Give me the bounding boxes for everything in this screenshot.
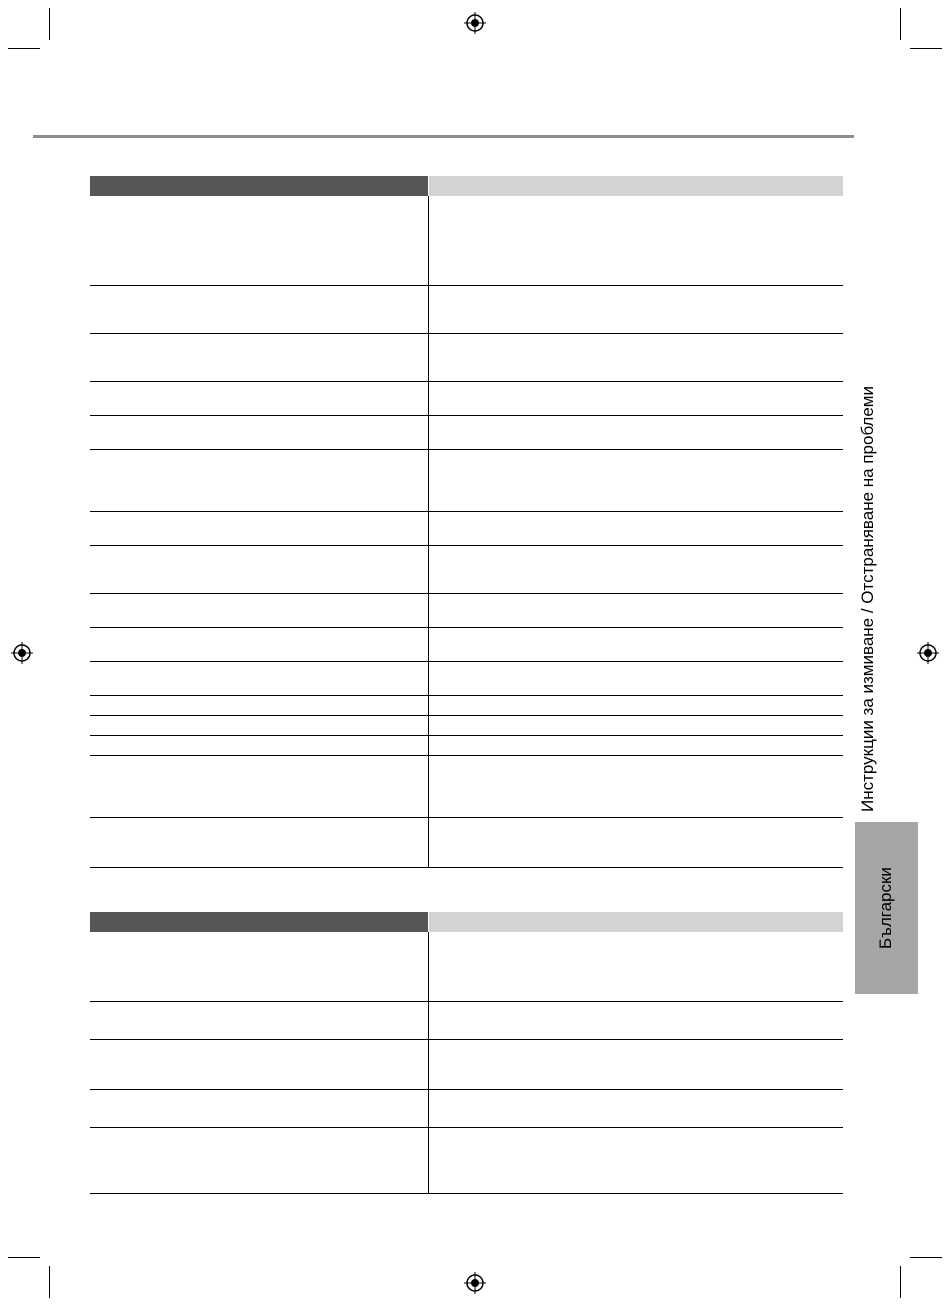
table-row	[90, 716, 843, 736]
table-header-right	[429, 912, 843, 932]
language-tab-label: Български	[876, 867, 895, 949]
table-row	[90, 546, 843, 594]
table-row	[90, 512, 843, 546]
registration-mark-icon	[464, 1272, 486, 1294]
table-header-left	[90, 176, 428, 196]
crop-mark	[8, 1257, 40, 1258]
side-section-title: Инструкции за измиване / Отстраняване на проблеми	[858, 386, 877, 812]
table-row	[90, 756, 843, 818]
crop-mark	[8, 48, 40, 49]
table-row	[90, 628, 843, 662]
table-row	[90, 196, 843, 286]
table-row	[90, 286, 843, 334]
table-header-right	[429, 176, 843, 196]
crop-mark	[900, 8, 901, 40]
crop-mark	[900, 1266, 901, 1298]
table-row	[90, 1128, 843, 1194]
table-header	[90, 912, 843, 932]
troubleshooting-table-2	[90, 912, 843, 932]
table-row	[90, 1002, 843, 1040]
crop-mark	[910, 1257, 942, 1258]
table-row	[90, 736, 843, 756]
header-rule	[33, 135, 854, 138]
column-divider	[428, 932, 429, 1194]
column-divider	[428, 196, 429, 868]
table-row	[90, 382, 843, 416]
table-row	[90, 696, 843, 716]
registration-mark-icon	[11, 642, 33, 664]
table-row	[90, 416, 843, 450]
table-header-left	[90, 912, 428, 932]
registration-mark-icon	[917, 642, 939, 664]
troubleshooting-table-1	[90, 176, 843, 196]
table-row	[90, 818, 843, 868]
table-row	[90, 1040, 843, 1090]
table-header	[90, 176, 843, 196]
crop-mark	[910, 48, 942, 49]
table-row	[90, 932, 843, 1002]
crop-mark	[49, 1266, 50, 1298]
registration-mark-icon	[464, 12, 486, 34]
crop-mark	[49, 8, 50, 40]
table-row	[90, 334, 843, 382]
table-row	[90, 450, 843, 512]
table-row	[90, 1090, 843, 1128]
table-row	[90, 594, 843, 628]
table-row	[90, 662, 843, 696]
